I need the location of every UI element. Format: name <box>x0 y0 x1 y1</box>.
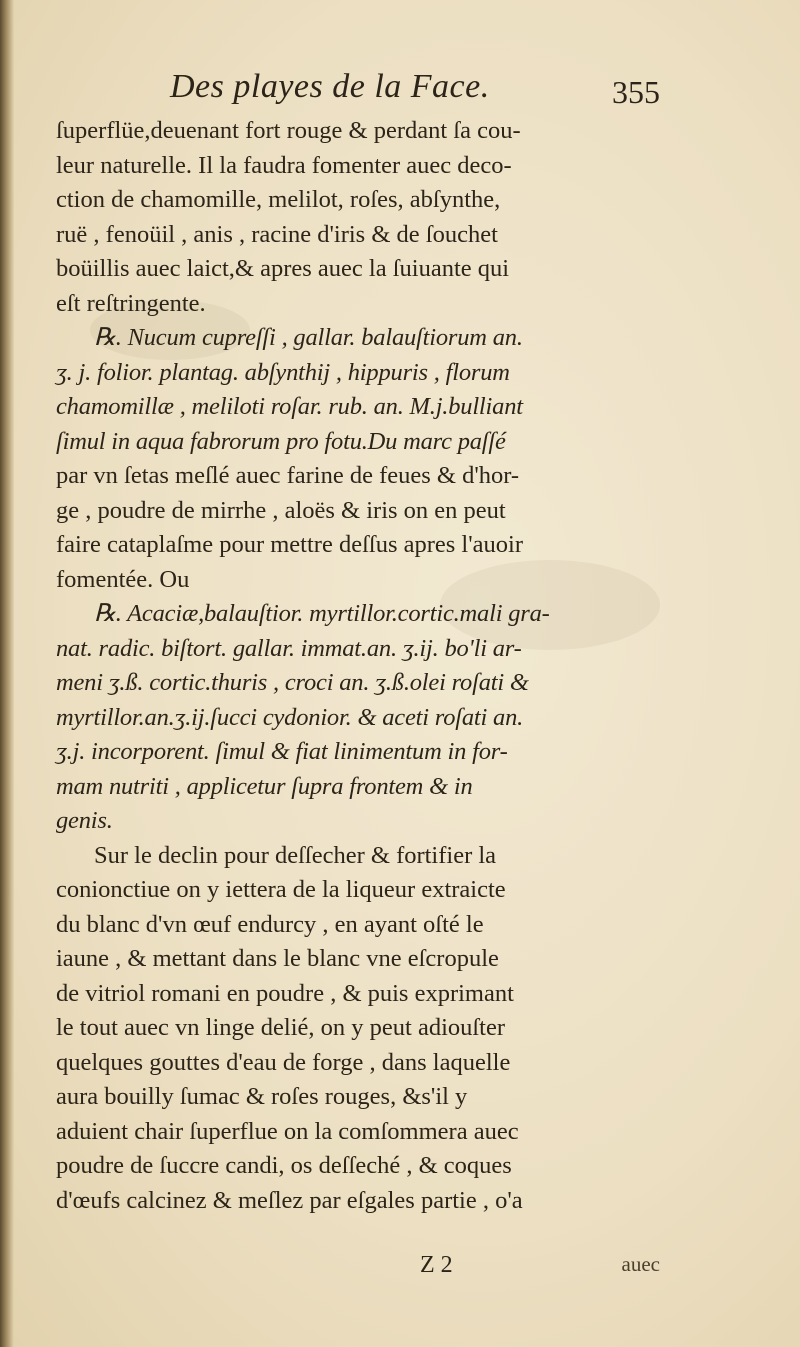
recipe-line: genis. <box>56 807 113 834</box>
recipe-line: nat. radic. biſtort. gallar. immat.an. ʒ.ij. bo'li ar- <box>56 634 522 662</box>
page-header <box>170 68 660 118</box>
text-line: de vitriol romani en poudre , & puis exprimant <box>56 979 514 1007</box>
text-line: aura bouilly ſumac & roſes rouges, &s'il y <box>56 1083 468 1110</box>
page-gutter <box>0 0 14 1347</box>
recipe-line: meni ʒ.ß. cortic.thuris , croci an. ʒ.ß.olei roſati & <box>56 669 529 696</box>
text-line: ction de chamomille, melilot, roſes, abſynthe, <box>56 186 501 213</box>
text-line: quelques gouttes d'eau de forge , dans laquelle <box>56 1048 511 1076</box>
text-line: iaune , & mettant dans le blanc vne eſcropule <box>56 945 499 972</box>
text-line: fomentée. Ou <box>56 565 190 593</box>
text-line: Sur le declin pour deſſecher & fortifier la <box>94 841 497 869</box>
text-line: faire cataplaſme pour mettre deſſus apres l'auoir <box>56 531 523 558</box>
text-line: poudre de ſuccre candi, os deſſeché , & coques <box>56 1152 512 1179</box>
text-line: boüillis auec laict,& apres auec la ſuiuante qui <box>56 255 510 282</box>
text-line: conionctiue on y iettera de la liqueur extraicte <box>56 876 506 903</box>
page-number: 355 <box>612 74 660 110</box>
text-line: d'œufs calcinez & meſlez par eſgales partie , o'a <box>56 1186 523 1214</box>
recipe-line: ʒ.j. incorporent. ſimul & fiat linimentum in for- <box>56 738 508 765</box>
recipe-line: ſimul in aqua fabrorum pro fotu.Du marc paſſé <box>56 427 506 455</box>
running-head: Des playes de la Face. <box>170 68 490 105</box>
text-line: le tout auec vn linge delié, on y peut adiouſter <box>56 1014 506 1041</box>
text-line: aduient chair ſuperflue on la comſommera auec <box>56 1117 519 1145</box>
recipe-line: mam nutriti , applicetur ſupra frontem & in <box>56 772 473 800</box>
recipe-line: chamomillæ , meliloti roſar. rub. an. M.j.bulliant <box>56 393 523 420</box>
page-footer <box>420 1252 660 1286</box>
recipe-line: ʒ. j. folior. plantag. abſynthij , hippuris , florum <box>56 358 510 386</box>
recipe-line: myrtillor.an.ʒ.ij.ſucci cydonior. & aceti roſati an. <box>56 703 524 731</box>
catchword: auec <box>621 1252 660 1276</box>
signature-mark: Z 2 <box>420 1252 453 1278</box>
text-line: ſuperflüe,deuenant fort rouge & perdant ſa cou- <box>56 117 521 144</box>
text-line: ruë , fenoüil , anis , racine d'iris & de ſouchet <box>56 220 498 248</box>
body-text <box>56 114 656 1218</box>
text-line: du blanc d'vn œuf endurcy , en ayant oſté le <box>56 910 484 938</box>
text-line: par vn ſetas meſlé auec farine de feues & d'hor- <box>56 462 520 489</box>
recipe-line: ℞. Nucum cupreſſi , gallar. balauſtiorum an. <box>94 324 523 351</box>
text-line: ge , poudre de mirrhe , aloës & iris on en peut <box>56 496 506 524</box>
text-line: leur naturelle. Il la faudra fomenter auec deco- <box>56 151 512 179</box>
text-line: eſt reſtringente. <box>56 289 206 317</box>
recipe-line: ℞. Acaciæ,balauſtior. myrtillor.cortic.mali gra- <box>94 600 550 627</box>
